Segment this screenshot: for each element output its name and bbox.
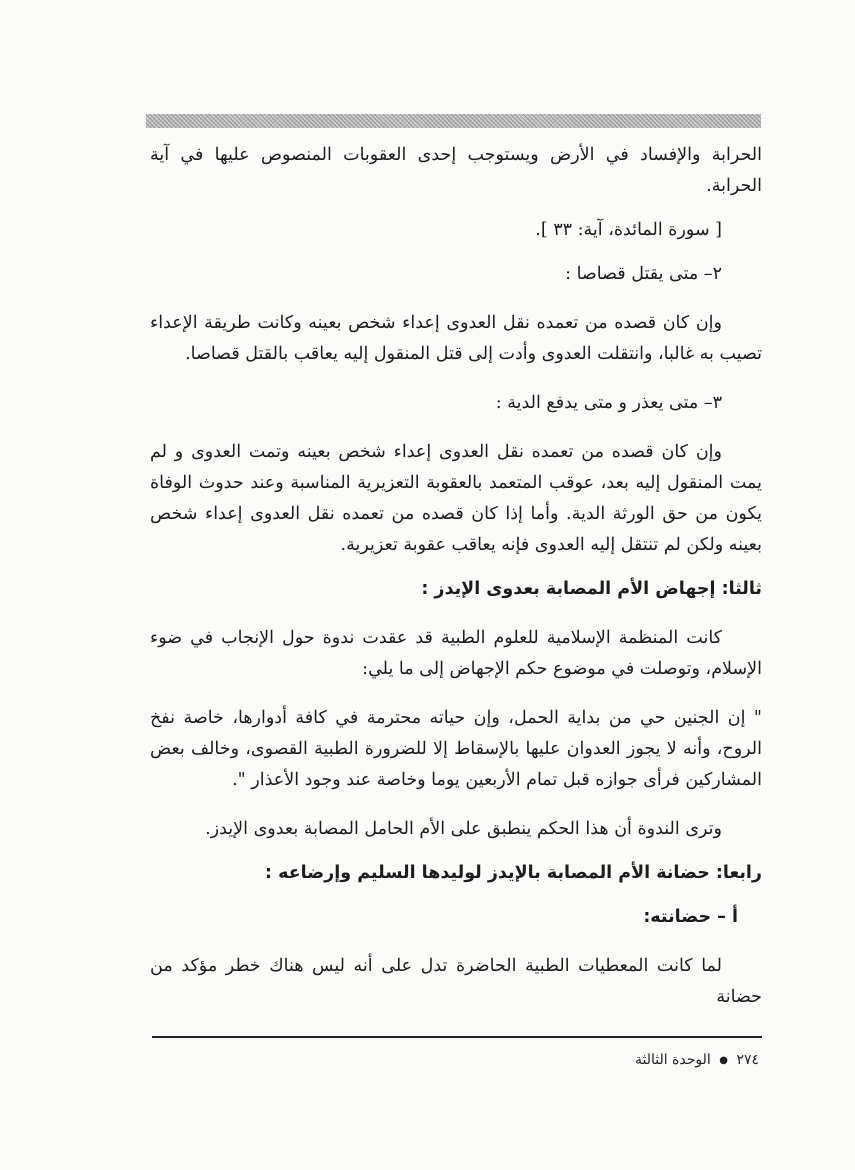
paragraph-qisas: وإن كان قصده من تعمده نقل العدوى إعداء شخص بعينه وكانت طريقة الإعداء تصيب به غالبا، وانتقلت العدوى وأدت إلى قتل المنقول إليه يعاقب بالقتل قصاصا. xyxy=(150,313,762,364)
paragraph-symposium: كانت المنظمة الإسلامية للعلوم الطبية قد عقدت ندوة حول الإنجاب في ضوء الإسلام، وتوصلت في موضوع حكم الإجهاض إلى ما يلي: xyxy=(150,628,762,679)
paragraph-hiraba-continuation: الحرابة والإفساد في الأرض ويستوجب إحدى العقوبات المنصوص عليها في آية الحرابة. xyxy=(150,145,762,196)
quote-fetus: " إن الجنين حي من بداية الحمل، وإن حياته محترمة في كافة أدوارها، خاصة نفخ الروح، وأنه لا يجوز العدوان عليها بالإسقاط إلا للضرورة الطبية القصوى، وخالف بعض المشاركين فرأى جوازه قبل تمام الأربعين يوما وخاصة عند وجود الأعذار ". xyxy=(150,708,762,790)
subsection-a-heading: أ – حضانته: xyxy=(643,907,738,927)
body-text xyxy=(150,140,762,1013)
header-decorative-band xyxy=(146,114,761,128)
section-3-heading: ثالثا: إجهاض الأم المصابة بعدوى الإيدز : xyxy=(421,579,762,599)
page-footer xyxy=(635,1052,759,1068)
subsection-3-title: ٣– متى يعذر و متى يدفع الدية : xyxy=(495,393,722,413)
paragraph-symposium-view: وترى الندوة أن هذا الحكم ينطبق على الأم الحامل المصابة بعدوى الإيدز. xyxy=(205,819,722,839)
footer-divider xyxy=(152,1036,762,1038)
section-4-heading: رابعا: حضانة الأم المصابة بالإيدز لوليدها السليم وإرضاعه : xyxy=(265,863,762,883)
subsection-2-title: ٢– متى يقتل قصاصا : xyxy=(565,264,722,284)
page-number: ٢٧٤ xyxy=(736,1052,759,1068)
quran-reference: [ سورة المائدة، آية: ٣٣ ]. xyxy=(535,220,722,240)
paragraph-custody: لما كانت المعطيات الطبية الحاضرة تدل على أنه ليس هناك خطر مؤكد من حضانة xyxy=(150,956,762,1007)
bullet-icon: ● xyxy=(719,1054,728,1066)
paragraph-diya: وإن كان قصده من تعمده نقل العدوى إعداء شخص بعينه وتمت العدوى و لم يمت المنقول إليه بعد، عوقب المتعمد بالعقوبة التعزيرية المناسبة وعند حدوث الوفاة يكون من حق الورثة الدية. وأما إذا كان قصده من تعمده نقل العدوى إعداء شخص بعينه ولكن لم تنتقل إليه العدوى فإنه يعاقب عقوبة تعزيرية. xyxy=(150,442,762,555)
unit-label: الوحدة الثالثة xyxy=(634,1052,711,1068)
